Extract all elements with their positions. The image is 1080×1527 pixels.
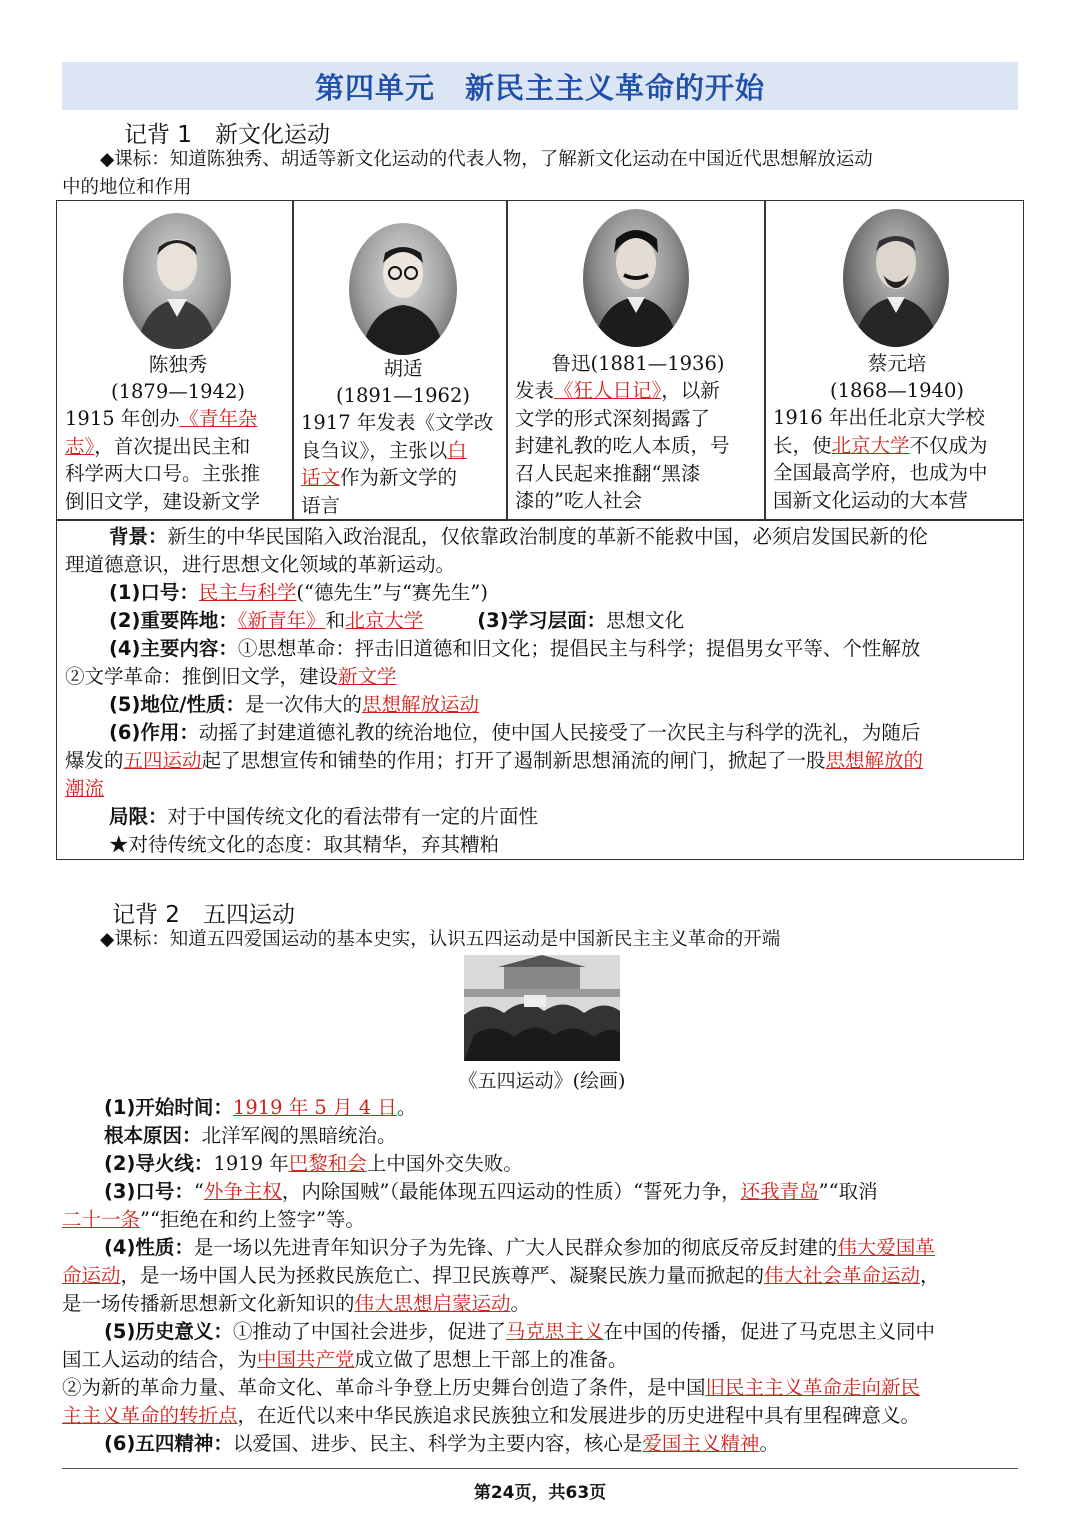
lu-xun-text-3: 封建礼教的吃人本质，号 — [515, 434, 730, 457]
nature-label: (4)性质： — [104, 1236, 194, 1259]
chen-duxiu-name: 陈独秀 — [148, 353, 208, 376]
spirit-label: (6)五四精神： — [104, 1432, 233, 1455]
unit-title-bar — [62, 62, 1018, 110]
start-tail: 。 — [396, 1096, 417, 1119]
status-value: 思想解放运动 — [362, 693, 480, 716]
section1-title: 记背 1 新文化运动 — [124, 122, 330, 148]
may-fourth-details — [62, 1094, 1020, 1458]
hu-shi-text-4: 语言 — [301, 493, 341, 517]
lu-xun-diary: 《狂人日记》 — [554, 379, 662, 402]
lu-xun-text-4: 召人民起来推翻“黑漆 — [515, 461, 701, 485]
lu-xun-text-2: 文学的形式深刻揭露了 — [515, 406, 711, 430]
person-cell-lu-xun — [515, 201, 761, 519]
new-culture-table — [56, 200, 1024, 860]
start-label: (1)开始时间： — [104, 1096, 233, 1119]
slogan2-text-b: ”“取消 — [818, 1180, 878, 1203]
hu-shi-text-3: 作为新文学的 — [340, 466, 458, 489]
background-text-a: 新生的中华民国陷入政治混乱，仅依靠政治制度的革新不能救中国，必须启发国民新的伦 — [167, 525, 929, 548]
effect-text-a: 动摇了封建道德礼教的统治地位，使中国人民接受了一次民主与科学的洗礼，为随后 — [198, 721, 921, 744]
fuse-label: (2)导火线： — [104, 1152, 214, 1175]
content-text-a: ①思想革命：抨击旧道德和旧文化；提倡民主与科学；提倡男女平等、个性解放 — [237, 637, 921, 660]
hu-shi-portrait — [349, 223, 457, 355]
slogan2-qingdao: 还我青岛 — [740, 1180, 819, 1203]
slogan2-text-c: ”“拒绝在和约上签字”等。 — [140, 1208, 365, 1231]
content-new-literature: 新文学 — [338, 665, 397, 688]
chen-duxiu-text-1: 1915 年创办 — [65, 407, 180, 430]
footer-rule — [62, 1468, 1018, 1469]
fuse-paris: 巴黎和会 — [288, 1152, 367, 1175]
slogan-value: 民主与科学 — [198, 581, 297, 604]
meaning-text-f: ，在近代以来中华民族追求民族独立和发展进步的历史进程中具有里程碑意义。 — [237, 1404, 921, 1427]
fuse-text-a: 1919 年 — [213, 1152, 289, 1175]
painting-caption: 《五四运动》(绘画) — [458, 1070, 626, 1092]
status-label: (5)地位/性质： — [109, 693, 246, 716]
slogan-tail: (“德先生”与“赛先生”) — [296, 581, 489, 604]
person-cell-hu-shi — [301, 201, 505, 519]
limit-label: 局限： — [109, 805, 168, 828]
lu-xun-text-5: 漆的”吃人社会 — [515, 489, 642, 512]
chen-duxiu-magazine-b: 志》 — [65, 434, 95, 458]
new-culture-details — [65, 523, 1017, 859]
base-and: 和 — [325, 609, 346, 632]
hu-shi-text-2: 良刍议》，主张以 — [301, 438, 448, 462]
start-date: 1919 年 5 月 4 日 — [232, 1096, 397, 1119]
nature-comma: ， — [920, 1264, 940, 1287]
meaning-text-c: 国工人运动的结合，为 — [62, 1348, 258, 1371]
section1-standard-line1: ◆课标：知道陈独秀、胡适等新文化运动的代表人物，了解新文化运动在中国近代思想解放运动 — [100, 149, 873, 170]
meaning-text-e: ②为新的革命力量、革命文化、革命斗争登上历史舞台创造了条件，是中国 — [62, 1376, 706, 1399]
section2-title: 记背 2 五四运动 — [112, 902, 295, 928]
nature-patriotic-b: 命运动 — [62, 1264, 121, 1287]
root-text: 北洋军阀的黑暗统治。 — [201, 1124, 397, 1147]
chen-duxiu-magazine-a: 《青年杂 — [179, 407, 258, 430]
spirit-patriotism: 爱国主义精神 — [642, 1432, 760, 1455]
root-label: 根本原因： — [104, 1124, 202, 1147]
base-label: (2)重要阵地： — [109, 609, 238, 632]
person-cell-chen-duxiu — [65, 201, 291, 519]
meaning-text-a: ①推动了中国社会进步，促进了 — [232, 1320, 506, 1343]
nature-patriotic-a: 伟大爱国革 — [837, 1236, 935, 1259]
lu-xun-text-1b: ，以新 — [661, 379, 720, 402]
cai-yuanpei-pku: 北京大学 — [831, 433, 910, 457]
page-number: 第24页，共63页 — [473, 1483, 607, 1503]
hu-shi-name: 胡适 — [383, 357, 423, 380]
cai-yuanpei-text-2a: 长，使 — [773, 433, 832, 457]
chen-duxiu-text-4: 倒旧文学，建设新文学 — [65, 489, 261, 513]
chen-duxiu-text-3: 科学两大口号。主张推 — [65, 462, 261, 485]
chen-duxiu-portrait — [123, 213, 231, 349]
background-label: 背景： — [109, 525, 168, 548]
hu-shi-years: (1891—1962) — [336, 384, 470, 407]
section1-standard-line2: 中的地位和作用 — [62, 177, 192, 198]
limit-text: 对于中国传统文化的看法带有一定的片面性 — [167, 805, 539, 828]
level-value: 思想文化 — [606, 609, 685, 632]
person-cell-cai-yuanpei — [773, 201, 1021, 519]
hu-shi-vernacular-b: 话文 — [301, 466, 341, 489]
effect-label: (6)作用： — [109, 721, 199, 744]
cai-yuanpei-text-3: 全国最高学府，也成为中 — [773, 461, 988, 484]
meaning-text-d: 成立做了思想上干部上的准备。 — [354, 1348, 628, 1371]
effect-trend-b: 潮流 — [65, 777, 105, 800]
slogan2-quote: “ — [193, 1180, 204, 1203]
lu-xun-portrait — [583, 209, 689, 347]
background-text-b: 理道德意识，进行思想文化领域的革新运动。 — [65, 553, 456, 576]
meaning-turning-b: 主主义革命的转折点 — [62, 1404, 238, 1427]
hu-shi-text-1: 1917 年发表《文学改 — [301, 411, 494, 434]
effect-text-b2: 起了思想宣传和铺垫的作用；打开了遏制新思想涌流的闸门，掀起了一股 — [201, 749, 826, 772]
base-pku: 北京大学 — [345, 609, 424, 632]
fuse-text-b: 上中国外交失败。 — [366, 1152, 523, 1175]
unit-title: 第四单元 新民主主义革命的开始 — [314, 70, 765, 105]
slogan2-sovereignty: 外争主权 — [203, 1180, 282, 1203]
slogan2-label: (3)口号： — [104, 1180, 194, 1203]
effect-trend-a: 思想解放的 — [825, 749, 924, 772]
section2-standard: ◆课标：知道五四爱国运动的基本史实，认识五四运动是中国新民主主义革命的开端 — [100, 929, 781, 950]
cai-yuanpei-portrait — [843, 209, 949, 347]
nature-text-a: 是一场以先进青年知识分子为先锋、广大人民群众参加的彻底反帝反封建的 — [193, 1236, 838, 1259]
content-text-b: ②文学革命：推倒旧文学，建设 — [65, 665, 339, 688]
meaning-text-b: 在中国的传播，促进了马克思主义同中 — [603, 1320, 935, 1343]
hu-shi-vernacular-a: 白 — [447, 438, 467, 462]
chen-duxiu-text-2: ，首次提出民主和 — [94, 434, 251, 458]
may-fourth-painting — [464, 955, 620, 1061]
chen-duxiu-years: (1879—1942) — [111, 380, 245, 403]
nature-social: 伟大社会革命运动 — [764, 1264, 921, 1287]
cai-yuanpei-text-4: 国新文化运动的大本营 — [773, 488, 969, 512]
base-new-youth: 《新青年》 — [237, 609, 326, 632]
cai-yuanpei-years: (1868—1940) — [830, 379, 964, 402]
slogan2-21-demands: 二十一条 — [62, 1208, 141, 1231]
effect-text-b1: 爆发的 — [65, 749, 124, 772]
spirit-period: 。 — [759, 1432, 779, 1455]
nature-text-d: 是一场传播新思想新文化新知识的 — [62, 1292, 355, 1315]
cai-yuanpei-name: 蔡元培 — [867, 352, 927, 375]
slogan-label: (1)口号： — [109, 581, 199, 604]
nature-text-b: ，是一场中国人民为拯救民族危亡、捍卫民族尊严、凝聚民族力量而掀起的 — [120, 1264, 765, 1287]
meaning-ccp: 中国共产党 — [257, 1348, 355, 1371]
status-text: 是一次伟大的 — [245, 693, 363, 716]
level-label: (3)学习层面： — [477, 609, 607, 632]
cai-yuanpei-text-1: 1916 年出任北京大学校 — [773, 406, 985, 429]
attitude-text: ★对待传统文化的态度：取其精华，弃其糟粕 — [109, 833, 500, 856]
meaning-marxism: 马克思主义 — [505, 1320, 604, 1343]
cai-yuanpei-text-2b: 不仅成为 — [909, 433, 988, 457]
nature-enlightenment: 伟大思想启蒙运动 — [354, 1292, 511, 1315]
lu-xun-text-1: 发表 — [515, 379, 555, 402]
spirit-text-a: 以爱国、进步、民主、科学为主要内容，核心是 — [232, 1432, 643, 1455]
meaning-label: (5)历史意义： — [104, 1320, 233, 1343]
lu-xun-name: 鲁迅(1881—1936) — [551, 352, 725, 375]
content-label: (4)主要内容： — [109, 637, 238, 660]
meaning-turning-a: 旧民主主义革命走向新民 — [705, 1376, 921, 1399]
nature-period: 。 — [510, 1292, 531, 1315]
effect-may-fourth: 五四运动 — [123, 749, 202, 772]
slogan2-text-a: ，内除国贼”（最能体现五四运动的性质）“誓死力争， — [281, 1180, 741, 1203]
